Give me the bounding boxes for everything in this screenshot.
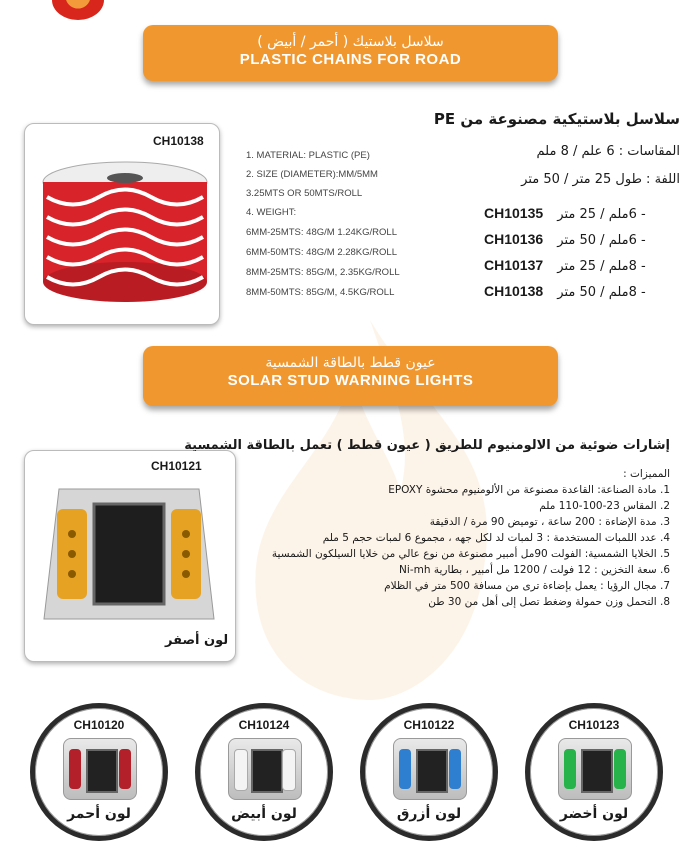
product-row: [484, 231, 646, 248]
spec-line: 1. MATERIAL: PLASTIC (PE): [246, 150, 370, 161]
variant-code: CH10123: [568, 718, 620, 732]
chain-roll-ar: اللفة : طول 25 متر / 50 متر: [521, 172, 680, 187]
spec-line: 2. SIZE (DIAMETER):MM/5MM: [246, 169, 378, 180]
stud-icon: [63, 738, 137, 800]
features-title: المميزات :: [623, 468, 670, 480]
stud-icon: [558, 738, 632, 800]
product-row-code: CH10136: [484, 231, 544, 247]
product-row: [484, 283, 646, 300]
feature-item: 8. التحمل وزن حمولة وضغط تصل إلى أهل من 30 طن: [428, 596, 670, 608]
product-code: CH10138: [153, 134, 204, 148]
solar-stud-banner: [143, 346, 558, 406]
yellow-stud-image: [39, 479, 219, 629]
banner-title-en: SOLAR STUD WARNING LIGHTS: [227, 372, 474, 389]
variant-label: لون أحمر: [67, 806, 131, 822]
features-list: [230, 466, 670, 610]
brand-logo: [52, 0, 104, 20]
reflector: [234, 749, 248, 791]
plastic-chains-banner: [143, 25, 558, 81]
spec-line: 6MM-25MTS: 48G/M 1.24KG/ROLL: [246, 227, 397, 238]
feature-item: 4. عدد اللمبات المستخدمة : 3 لمبات لد لكل جهه ، مجموع 6 لمبات حجم 5 ملم: [322, 532, 670, 544]
spec-line: 8MM-25MTS: 85G/M, 2.35KG/ROLL: [246, 267, 400, 278]
reflector: [119, 749, 131, 789]
solar-heading-ar: إشارات ضوئية من الالومنيوم للطريق ( عيون قطط ) تعمل بالطاقة الشمسية: [184, 438, 670, 453]
reflector: [69, 749, 81, 789]
variant-code: CH10124: [238, 718, 290, 732]
feature-item: 7. مجال الرؤيا : يعمل بإضاءة ترى من مسافة 500 متر في الظلام: [384, 580, 670, 592]
variant-white: [195, 703, 333, 841]
reflector: [614, 749, 626, 789]
product-row-code: CH10137: [484, 257, 544, 273]
product-row-desc: - 8ملم / 25 متر: [557, 259, 646, 274]
chain-heading-ar: سلاسل بلاستيكية مصنوعة من PE: [433, 110, 680, 128]
reflector: [449, 749, 461, 789]
product-row-desc: - 6ملم / 50 متر: [557, 233, 646, 248]
variant-red: [30, 703, 168, 841]
product-code: CH10121: [151, 459, 202, 473]
spec-line: 8MM-50MTS: 85G/M, 4.5KG/ROLL: [246, 287, 395, 298]
feature-item: 1. مادة الصناعة: القاعدة مصنوعة من الألومنيوم محشوة EPOXY: [388, 484, 670, 496]
solar-panel: [416, 749, 448, 793]
variant-label: لون أزرق: [396, 806, 462, 822]
variant-code: CH10122: [403, 718, 455, 732]
banner-title-ar: سلاسل بلاستيك ( أحمر / أبيض ): [257, 34, 444, 50]
variant-green: [525, 703, 663, 841]
spec-line: 4. WEIGHT:: [246, 207, 297, 218]
feature-item: 5. الخلايا الشمسية: الفولت 90مل أمبير مصنوعة من نوع عالي من خلايا السيلكون الشمسية: [271, 548, 670, 560]
chain-sizes-ar: المقاسات : 6 علم / 8 ملم: [536, 144, 680, 159]
solar-panel: [581, 749, 613, 793]
product-row: [484, 205, 646, 222]
banner-title-ar: عيون قطط بالطاقة الشمسية: [265, 355, 436, 371]
product-row-code: CH10135: [484, 205, 544, 221]
stud-icon: [393, 738, 467, 800]
solar-stud-card: [24, 450, 236, 662]
product-row-code: CH10138: [484, 283, 544, 299]
variant-label: لون أبيض: [231, 806, 297, 822]
variant-code: CH10120: [73, 718, 125, 732]
feature-item: 3. مدة الإضاءة : 200 ساعة ، توميض 90 مرة / الدقيقة: [429, 516, 670, 528]
reflector: [399, 749, 411, 789]
feature-item: 6. سعة التخزين : 12 فولت / 1200 مل أمبير ، بطارية Ni-mh: [399, 564, 670, 576]
chain-roll-image: [33, 152, 213, 312]
variant-label: لون أخضر: [559, 806, 629, 822]
spec-line: 3.25MTS OR 50MTS/ROLL: [246, 188, 363, 199]
stud-icon: [228, 738, 302, 800]
product-row-desc: - 6ملم / 25 متر: [557, 207, 646, 222]
product-row-desc: - 8ملم / 50 متر: [557, 285, 646, 300]
spec-line: 6MM-50MTS: 48G/M 2.28KG/ROLL: [246, 247, 397, 258]
reflector: [564, 749, 576, 789]
reflector: [282, 749, 296, 791]
stud-color-label: لون أصفر: [165, 633, 229, 648]
feature-item: 2. المقاس 23-100-110 ملم: [539, 500, 670, 512]
banner-title-en: PLASTIC CHAINS FOR ROAD: [239, 51, 462, 68]
chain-product-card: [24, 123, 220, 325]
solar-panel: [251, 749, 283, 793]
solar-panel: [86, 749, 118, 793]
chain-specs: [246, 150, 400, 299]
variant-blue: [360, 703, 498, 841]
product-row: [484, 257, 646, 274]
